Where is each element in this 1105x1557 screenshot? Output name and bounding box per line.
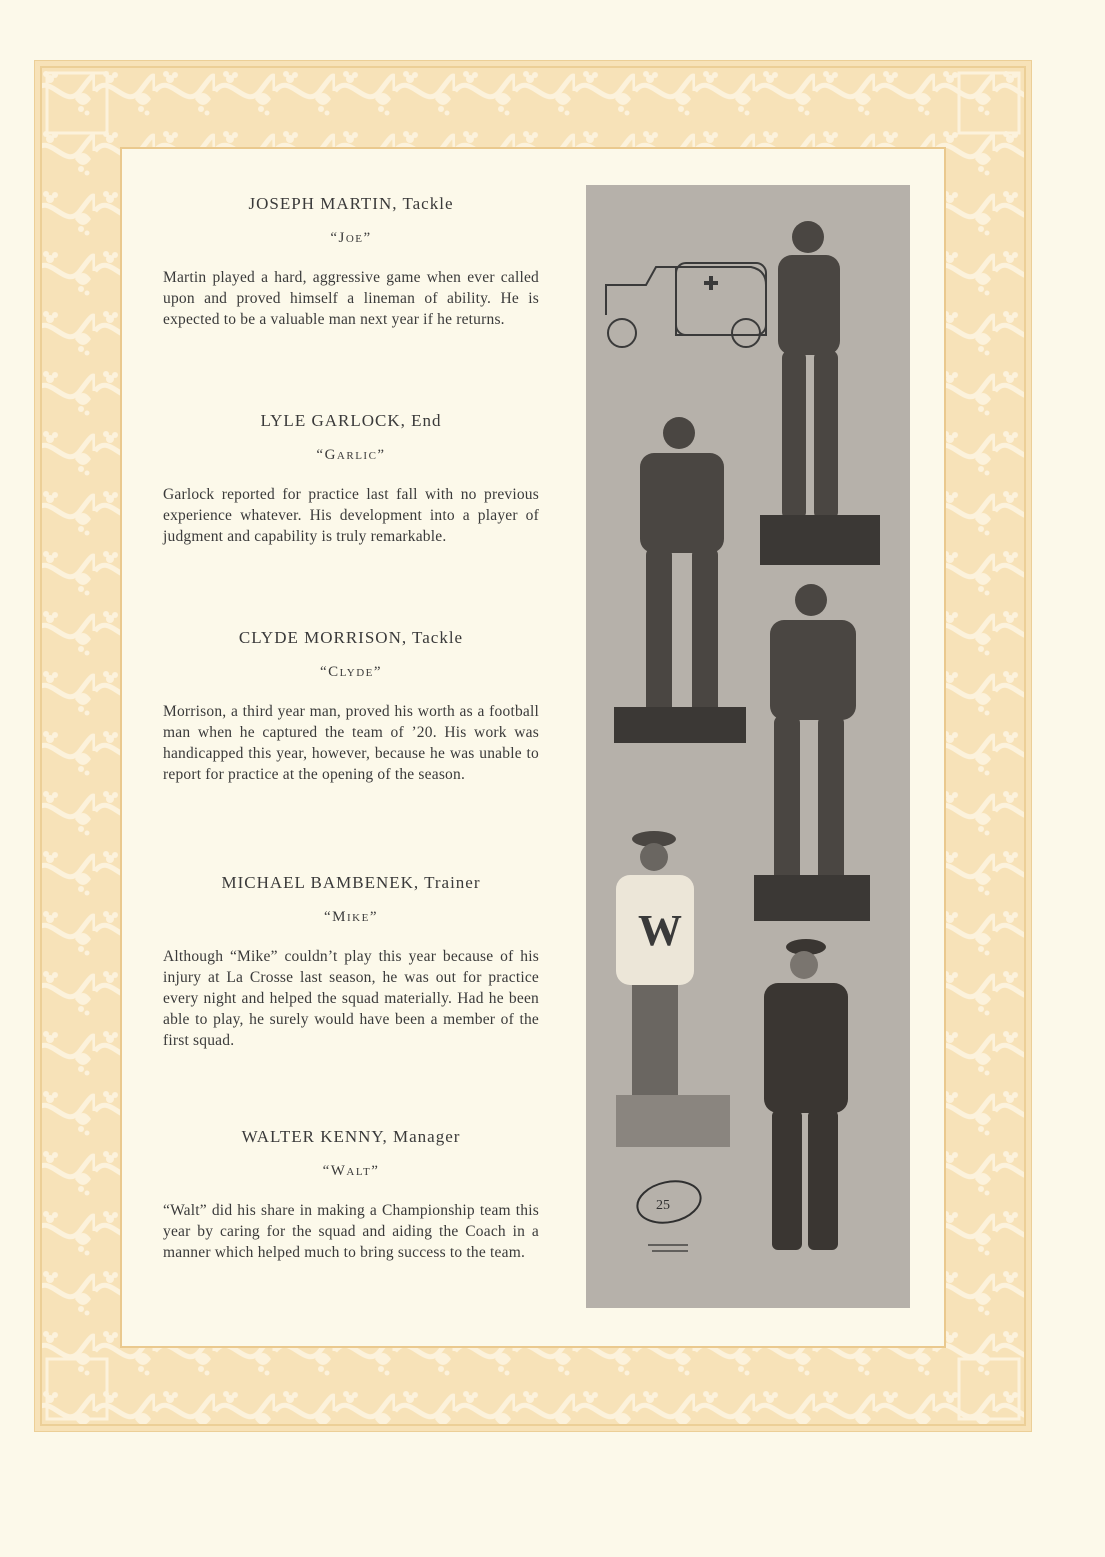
bio-name: CLYDE MORRISON, Tackle — [238, 628, 464, 647]
bio-nickname: “Walt” — [322, 1163, 380, 1179]
bio-nickname: “Joe” — [330, 230, 372, 246]
bio-name: JOSEPH MARTIN, Tackle — [248, 194, 454, 213]
bio-text: Although “Mike” couldn’t play this year because of his injury at La Crosse last season, he was out for practice every night and helped the squad materially. Had he been able to play, he surely would have been a member of the first squad. — [163, 948, 539, 1049]
team-photo-collage — [586, 185, 910, 1308]
bio-nickname: “Mike” — [324, 909, 378, 925]
bio-name: MICHAEL BAMBENEK, Trainer — [221, 873, 481, 892]
bio-walter-kenny — [163, 1127, 539, 1263]
bio-nickname: “Clyde” — [319, 664, 383, 680]
bio-joseph-martin — [163, 194, 539, 330]
bio-name: LYLE GARLOCK, End — [260, 411, 442, 430]
sweater-letter: W — [638, 906, 682, 955]
bio-text: Garlock reported for practice last fall with no previous experience whatever. His development into a player of judgment and capability is truly remarkable. — [163, 486, 539, 545]
bio-name: WALTER KENNY, Manager — [241, 1127, 461, 1146]
bio-text: Morrison, a third year man, proved his worth as a football man when he captured the team of ’20. His work was handicapped this year, however, because he was unable to report for practice at the opening of the season. — [163, 703, 539, 783]
bio-nickname: “Garlic” — [316, 447, 386, 463]
bio-clyde-morrison — [163, 628, 539, 785]
bio-lyle-garlock — [163, 411, 539, 547]
bio-text: “Walt” did his share in making a Championship team this year by caring for the squad and aiding the Coach in a manner which helped much to bring success to the team. — [163, 1202, 539, 1261]
bio-text: Martin played a hard, aggressive game when ever called upon and proved himself a lineman of ability. He is expected to be a valuable man next year if he returns. — [163, 269, 539, 328]
football-number: 25 — [656, 1198, 670, 1213]
bio-michael-bambenek — [163, 873, 539, 1051]
photo-illustration — [586, 185, 910, 1308]
